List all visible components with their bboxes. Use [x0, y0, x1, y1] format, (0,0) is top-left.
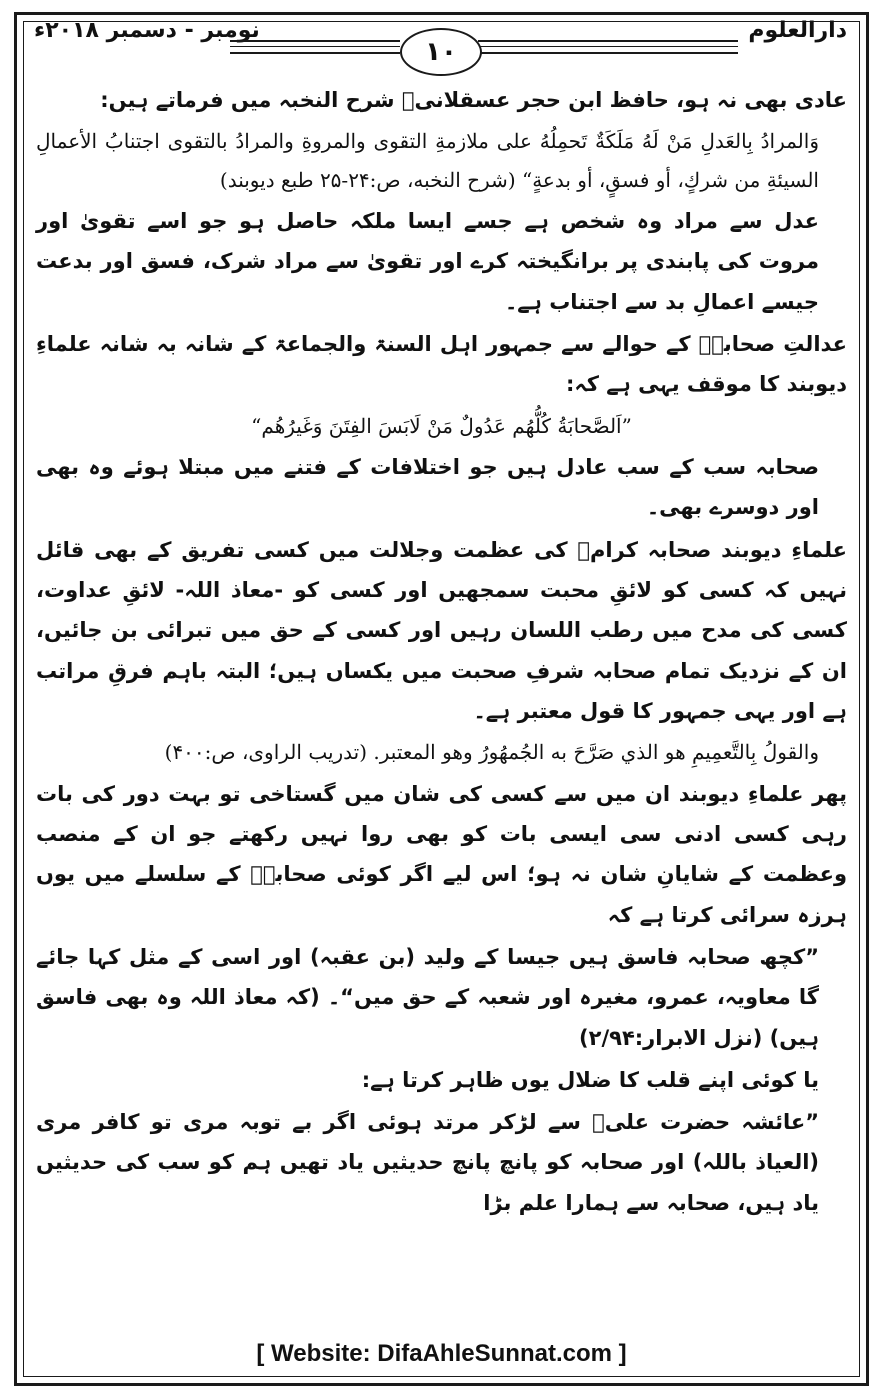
arabic-quote-sharh-nukhba: وَالمرادُ بِالعَدلِ مَنْ لَهُ مَلَكَةٌ تَحمِلُهُ على ملازمةِ التقوى والمروةِ والمرادُ بالتقوى اجتنابُ الأعمالِ السيئةِ من شركٍ، أو فسقٍ، أو بدعةٍ“ (شرح النخبه، ص:۲۴-۲۵ طبع ديوبند) — [36, 129, 819, 192]
header-rule-left-3 — [230, 52, 400, 54]
paragraph-ulama-deoband: علماءِ دیوبند صحابہ کرامؓ کی عظمت وجلالت میں کسی تفریق کے بھی قائل نہیں کہ کسی کو لائقِ محبت سمجھیں اور کسی کو -معاذ اللہ- لائقِ عداوت، کسی کی مدح میں رطب اللسان رہیں اور کسی کے حق میں تبرائی بن جائیں، ان کے نزدیک تمام صحابہ شرفِ صحبت میں یکساں ہیں؛ البتہ باہم فرقِ مراتب ہے اور یہی جمہور کا قول معتبر ہے۔ — [36, 537, 847, 723]
paragraph-gustakhi: پھر علماءِ دیوبند ان میں سے کسی کی شان میں گستاخی تو بہت دور کی بات رہی کسی ادنی سی ایسی بات کو بھی روا نہیں رکھتے جو ان کے منصب وعظمت کے شایانِ شان نہ ہو؛ اس لیے اگر کوئی صحابہؓ کے سلسلے میں یوں ہرزہ سرائی کرتا ہے کہ — [36, 781, 847, 927]
issue-date: نومبر - دسمبر ۲۰۱۸ء — [34, 18, 260, 43]
paragraph-qalb-dalal: یا کوئی اپنے قلب کا ضلال یوں ظاہر کرتا ہے: — [361, 1067, 819, 1092]
quote-nuzul-al-abrar: ”کچھ صحابہ فاسق ہیں جیسا کے ولید (بن عقبہ) اور اسی کے مثل کہا جائے گا معاویہ، عمرو، مغیرہ اور شعبہ کے حق میں“۔ (کہ معاذ اللہ وہ بھی فاسق ہیں) (نزل الابرار:۲/۹۴) — [36, 944, 819, 1050]
paragraph-intro: عادی بھی نہ ہو، حافظ ابن حجر عسقلانیؒ شرح النخبہ میں فرماتے ہیں: — [100, 88, 847, 112]
arabic-quote-tadreeb: والقولُ بِالتَّعمِيمِ هو الذي صَرَّحَ به الجُمهُورُ وهو المعتبر. (تدريب الراوى، ص:۴۰۰) — [164, 740, 819, 765]
website-footer: [ Website: DifaAhleSunnat.com ] — [256, 1340, 627, 1367]
journal-title: دارالعلوم — [748, 18, 847, 43]
article-body — [36, 80, 847, 1225]
header-rule-right-3 — [478, 52, 738, 54]
page-number: ۱۰ — [400, 28, 482, 76]
header-rule-left-1 — [230, 40, 400, 42]
paragraph-adalat-sahaba: عدالتِ صحابہؓ کے حوالے سے جمہور اہل السنۃ والجماعۃ کے شانہ بہ شانہ علماءِ دیوبند کا موقف یہی ہے کہ: — [36, 332, 847, 397]
paragraph-translation: صحابہ سب کے سب عادل ہیں جو اختلافات کے فتنے میں مبتلا ہوئے وہ بھی اور دوسرے بھی۔ — [36, 455, 819, 520]
arabic-quote-sahaba-udool: ”اَلصَّحابَةُ كُلُّهُم عَدُولٌ مَنْ لَابَسَ الفِتَنَ وَغَيرُهُم“ — [251, 413, 632, 438]
header-rule-left-2 — [230, 46, 400, 47]
paragraph-definition-adl: عدل سے مراد وہ شخص ہے جسے ایسا ملکہ حاصل ہو جو اسے تقویٰ اور مروت کی پابندی پر برانگیختہ کرے اور تقویٰ سے مراد شرک، فسق اور بدعت جیسے اعمالِ بد سے اجتناب ہے۔ — [36, 209, 819, 314]
header-rule-right-2 — [478, 46, 738, 47]
quote-aisha: ”عائشہ حضرت علیؓ سے لڑکر مرتد ہوئی اگر بے توبہ مری تو کافر مری (العیاذ باللہ) اور صحابہ کو پانچ پانچ حدیثیں یاد تھیں ہم کو سب کی حدیثیں یاد ہیں، صحابہ سے ہمارا علم بڑا — [36, 1110, 819, 1215]
header-rule-right-1 — [478, 40, 738, 42]
